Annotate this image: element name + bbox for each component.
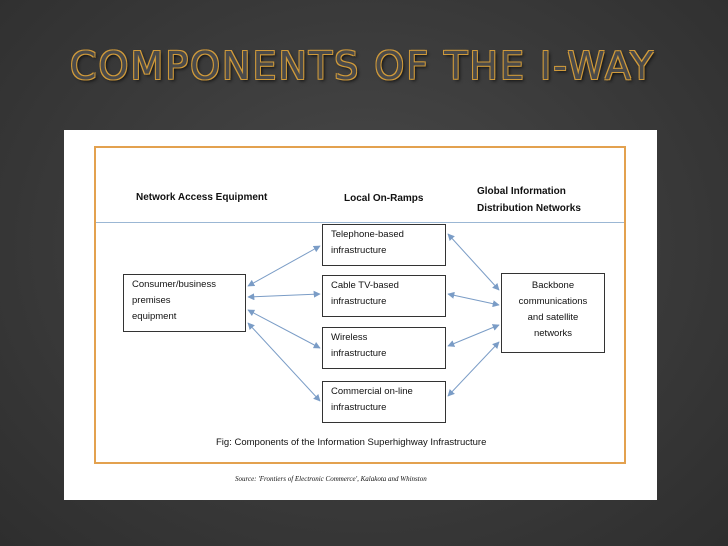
ramp-telephone-line1: Telephone-based <box>331 229 404 240</box>
backbone-line1: Backbone <box>531 280 575 291</box>
ramp-commercial-line1: Commercial on-line <box>331 386 413 397</box>
ramp-telephone-line2: infrastructure <box>331 245 387 256</box>
figure-panel <box>64 130 657 500</box>
header-global-line1: Global Information <box>477 186 566 197</box>
ramp-cable-line2: infrastructure <box>331 296 387 307</box>
figure-caption: Fig: Components of the Information Superhighway Infrastructure <box>216 437 487 448</box>
header-network-access: Network Access Equipment <box>136 192 268 203</box>
ramp-cable-line1: Cable TV-based <box>331 280 399 291</box>
arrow-commercial-backbone <box>448 342 499 396</box>
consumer-line1: Consumer/business <box>132 279 216 290</box>
ramp-wireless-line1: Wireless <box>331 332 368 343</box>
arrow-cable-backbone <box>448 294 499 305</box>
arrow-consumer-wireless <box>248 310 320 348</box>
backbone-line3: and satellite <box>527 312 579 323</box>
consumer-line3: equipment <box>132 311 177 322</box>
backbone-line2: communications <box>518 296 588 307</box>
arrow-consumer-commercial <box>248 323 320 401</box>
arrow-wireless-backbone <box>448 325 499 346</box>
ramp-wireless-line2: infrastructure <box>331 348 387 359</box>
backbone-line4: networks <box>533 328 572 339</box>
source-citation: Source: 'Frontiers of Electronic Commerce', Kalakota and Whinston <box>235 475 427 483</box>
arrow-consumer-telephone <box>248 246 320 286</box>
header-global-line2: Distribution Networks <box>477 203 581 214</box>
slide-title: COMPONENTS OF THE I-WAY <box>70 44 656 88</box>
arrow-telephone-backbone <box>448 234 499 290</box>
consumer-line2: premises <box>132 295 171 306</box>
header-local-on-ramps: Local On-Ramps <box>344 193 424 204</box>
arrow-consumer-cable <box>248 294 320 297</box>
ramp-commercial-line2: infrastructure <box>331 402 387 413</box>
